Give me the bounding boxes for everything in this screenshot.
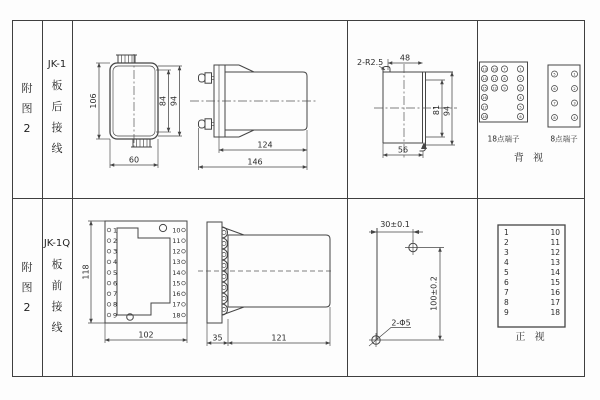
plug-l5: 5 bbox=[113, 268, 118, 277]
front-view-terminal-table bbox=[477, 199, 584, 377]
terminal-block-18 bbox=[480, 62, 528, 144]
dim-48: 48 bbox=[399, 53, 411, 63]
tbl-l2: 2 bbox=[504, 238, 509, 247]
tbl-r10: 10 bbox=[550, 228, 560, 237]
t18-n5: 5 bbox=[519, 105, 522, 110]
tbl-l3: 3 bbox=[504, 248, 509, 257]
tbl-r16: 16 bbox=[550, 288, 560, 297]
dim-60: 60 bbox=[128, 155, 140, 165]
plug-l7: 7 bbox=[113, 290, 118, 299]
tbl-l6: 6 bbox=[504, 278, 509, 287]
t18-n2: 2 bbox=[519, 76, 522, 81]
t8-n8: 8 bbox=[553, 115, 556, 120]
tbl-l5: 5 bbox=[504, 268, 509, 277]
dim-118: 118 bbox=[81, 264, 91, 280]
plug-l2: 2 bbox=[113, 236, 118, 245]
row1-type-cell bbox=[42, 20, 72, 198]
t8-n6: 6 bbox=[553, 86, 556, 91]
plug-l4: 4 bbox=[113, 258, 118, 267]
dim-124: 124 bbox=[257, 140, 273, 150]
dim-121: 121 bbox=[271, 333, 287, 343]
jk1q-side-view bbox=[198, 222, 334, 323]
jk1-front-view bbox=[110, 54, 158, 148]
t18-n12: 12 bbox=[492, 86, 497, 91]
row1-model-label: JK-1 bbox=[47, 59, 67, 70]
dim-102: 102 bbox=[138, 330, 154, 340]
tbl-r15: 15 bbox=[550, 278, 560, 287]
t18-n13: 13 bbox=[482, 67, 487, 72]
rear-view-terminals bbox=[477, 20, 584, 198]
plug-r13: 13 bbox=[172, 258, 181, 267]
t18-n8: 8 bbox=[503, 76, 506, 81]
dim-106: 106 bbox=[89, 93, 98, 109]
row1-figure-label: 附图2 bbox=[21, 82, 33, 135]
t8-n2: 2 bbox=[573, 86, 576, 91]
terminal-8-label: 8点端子 bbox=[550, 134, 578, 144]
jk1-side-view bbox=[190, 65, 317, 137]
plug-l1: 1 bbox=[113, 226, 118, 235]
tbl-r13: 13 bbox=[550, 258, 560, 267]
dim-30: 30±0.1 bbox=[380, 220, 410, 229]
plug-r11: 11 bbox=[172, 236, 181, 245]
plug-l3: 3 bbox=[113, 247, 118, 256]
front-view-label: 正 视 bbox=[515, 332, 548, 343]
plug-r10: 10 bbox=[172, 226, 181, 235]
row2-figure-label: 附图2 bbox=[21, 261, 33, 314]
jk1-side-view-dimensions bbox=[199, 128, 308, 170]
jk1-front-view-dimensions bbox=[89, 63, 182, 168]
t18-n11: 11 bbox=[492, 76, 497, 81]
dim-100: 100±0.2 bbox=[429, 276, 439, 311]
t18-n3: 3 bbox=[519, 86, 522, 91]
t8-n5: 5 bbox=[553, 72, 556, 77]
plug-r18: 18 bbox=[172, 311, 181, 320]
rear-view-label: 背 视 bbox=[513, 153, 547, 164]
jk1q-plug-and-side-view-drawing bbox=[72, 199, 347, 377]
tbl-r12: 12 bbox=[550, 248, 560, 257]
plug-l9: 9 bbox=[113, 311, 118, 320]
dim-84: 84 bbox=[158, 95, 168, 107]
t18-n7: 7 bbox=[503, 67, 506, 72]
t18-n18: 18 bbox=[482, 114, 487, 119]
t8-n4: 4 bbox=[573, 115, 576, 120]
tbl-l8: 8 bbox=[504, 298, 509, 307]
jk1q-side-view-dimensions bbox=[207, 307, 330, 346]
jk1q-drill-template-drawing bbox=[347, 199, 477, 377]
t18-n17: 17 bbox=[482, 105, 487, 110]
t8-n1: 1 bbox=[573, 72, 576, 77]
t18-n16: 16 bbox=[482, 95, 487, 100]
jk1-front-and-side-view-drawing bbox=[72, 20, 347, 198]
plug-r12: 12 bbox=[172, 247, 181, 256]
t18-n6: 6 bbox=[519, 114, 522, 119]
t8-n7: 7 bbox=[553, 101, 556, 106]
plug-l8: 8 bbox=[113, 300, 118, 309]
t18-n9: 9 bbox=[503, 86, 506, 91]
row1-figure-cell bbox=[12, 20, 42, 198]
tbl-r18: 18 bbox=[550, 308, 560, 317]
dim-81: 81 bbox=[432, 104, 441, 116]
terminal-table-right-column bbox=[550, 228, 560, 317]
tbl-r17: 17 bbox=[550, 298, 560, 307]
tbl-l9: 9 bbox=[504, 308, 509, 317]
row2-figure-cell bbox=[12, 199, 42, 377]
dim-146: 146 bbox=[247, 157, 263, 167]
t18-n4: 4 bbox=[519, 95, 522, 100]
t18-n10: 10 bbox=[492, 67, 497, 72]
plug-r15: 15 bbox=[172, 279, 181, 288]
tbl-r14: 14 bbox=[550, 268, 560, 277]
dim-56: 56 bbox=[397, 145, 409, 155]
dim-94b: 94 bbox=[442, 105, 452, 117]
jk1q-plug-dimensions bbox=[82, 221, 188, 343]
terminal-18-label: 18点端子 bbox=[487, 134, 520, 144]
dim-35: 35 bbox=[212, 333, 223, 343]
terminal-table-left-column bbox=[504, 228, 509, 317]
dim-94: 94 bbox=[169, 95, 179, 107]
row2-model-label: JK-1Q bbox=[43, 238, 71, 249]
t18-n15: 15 bbox=[482, 86, 487, 91]
t18-n14: 14 bbox=[482, 76, 487, 81]
row2-type-cell bbox=[42, 199, 72, 377]
row2-wiring-label: 板前接线 bbox=[51, 258, 63, 334]
jk1-panel-cutout-drawing bbox=[347, 20, 477, 198]
holes-leader-line bbox=[369, 328, 411, 347]
terminal-block-8 bbox=[548, 65, 580, 144]
tbl-l4: 4 bbox=[504, 258, 509, 267]
tbl-l1: 1 bbox=[504, 228, 509, 237]
plug-r16: 16 bbox=[172, 290, 181, 299]
t8-n3: 3 bbox=[573, 101, 576, 106]
cutout-dimensions bbox=[357, 54, 455, 159]
plug-r14: 14 bbox=[172, 268, 181, 277]
t18-n1: 1 bbox=[519, 67, 522, 72]
holes-label: 2-Φ5 bbox=[391, 318, 411, 328]
row1-wiring-label: 板后接线 bbox=[51, 79, 63, 155]
plug-l6: 6 bbox=[113, 279, 118, 288]
drill-dimensions bbox=[369, 220, 440, 340]
dim-corner-radius: 2-R2.5 bbox=[357, 58, 384, 67]
tbl-r11: 11 bbox=[550, 238, 560, 247]
plug-r17: 17 bbox=[172, 300, 181, 309]
jk1q-plug-view bbox=[105, 221, 187, 323]
tbl-l7: 7 bbox=[504, 288, 509, 297]
